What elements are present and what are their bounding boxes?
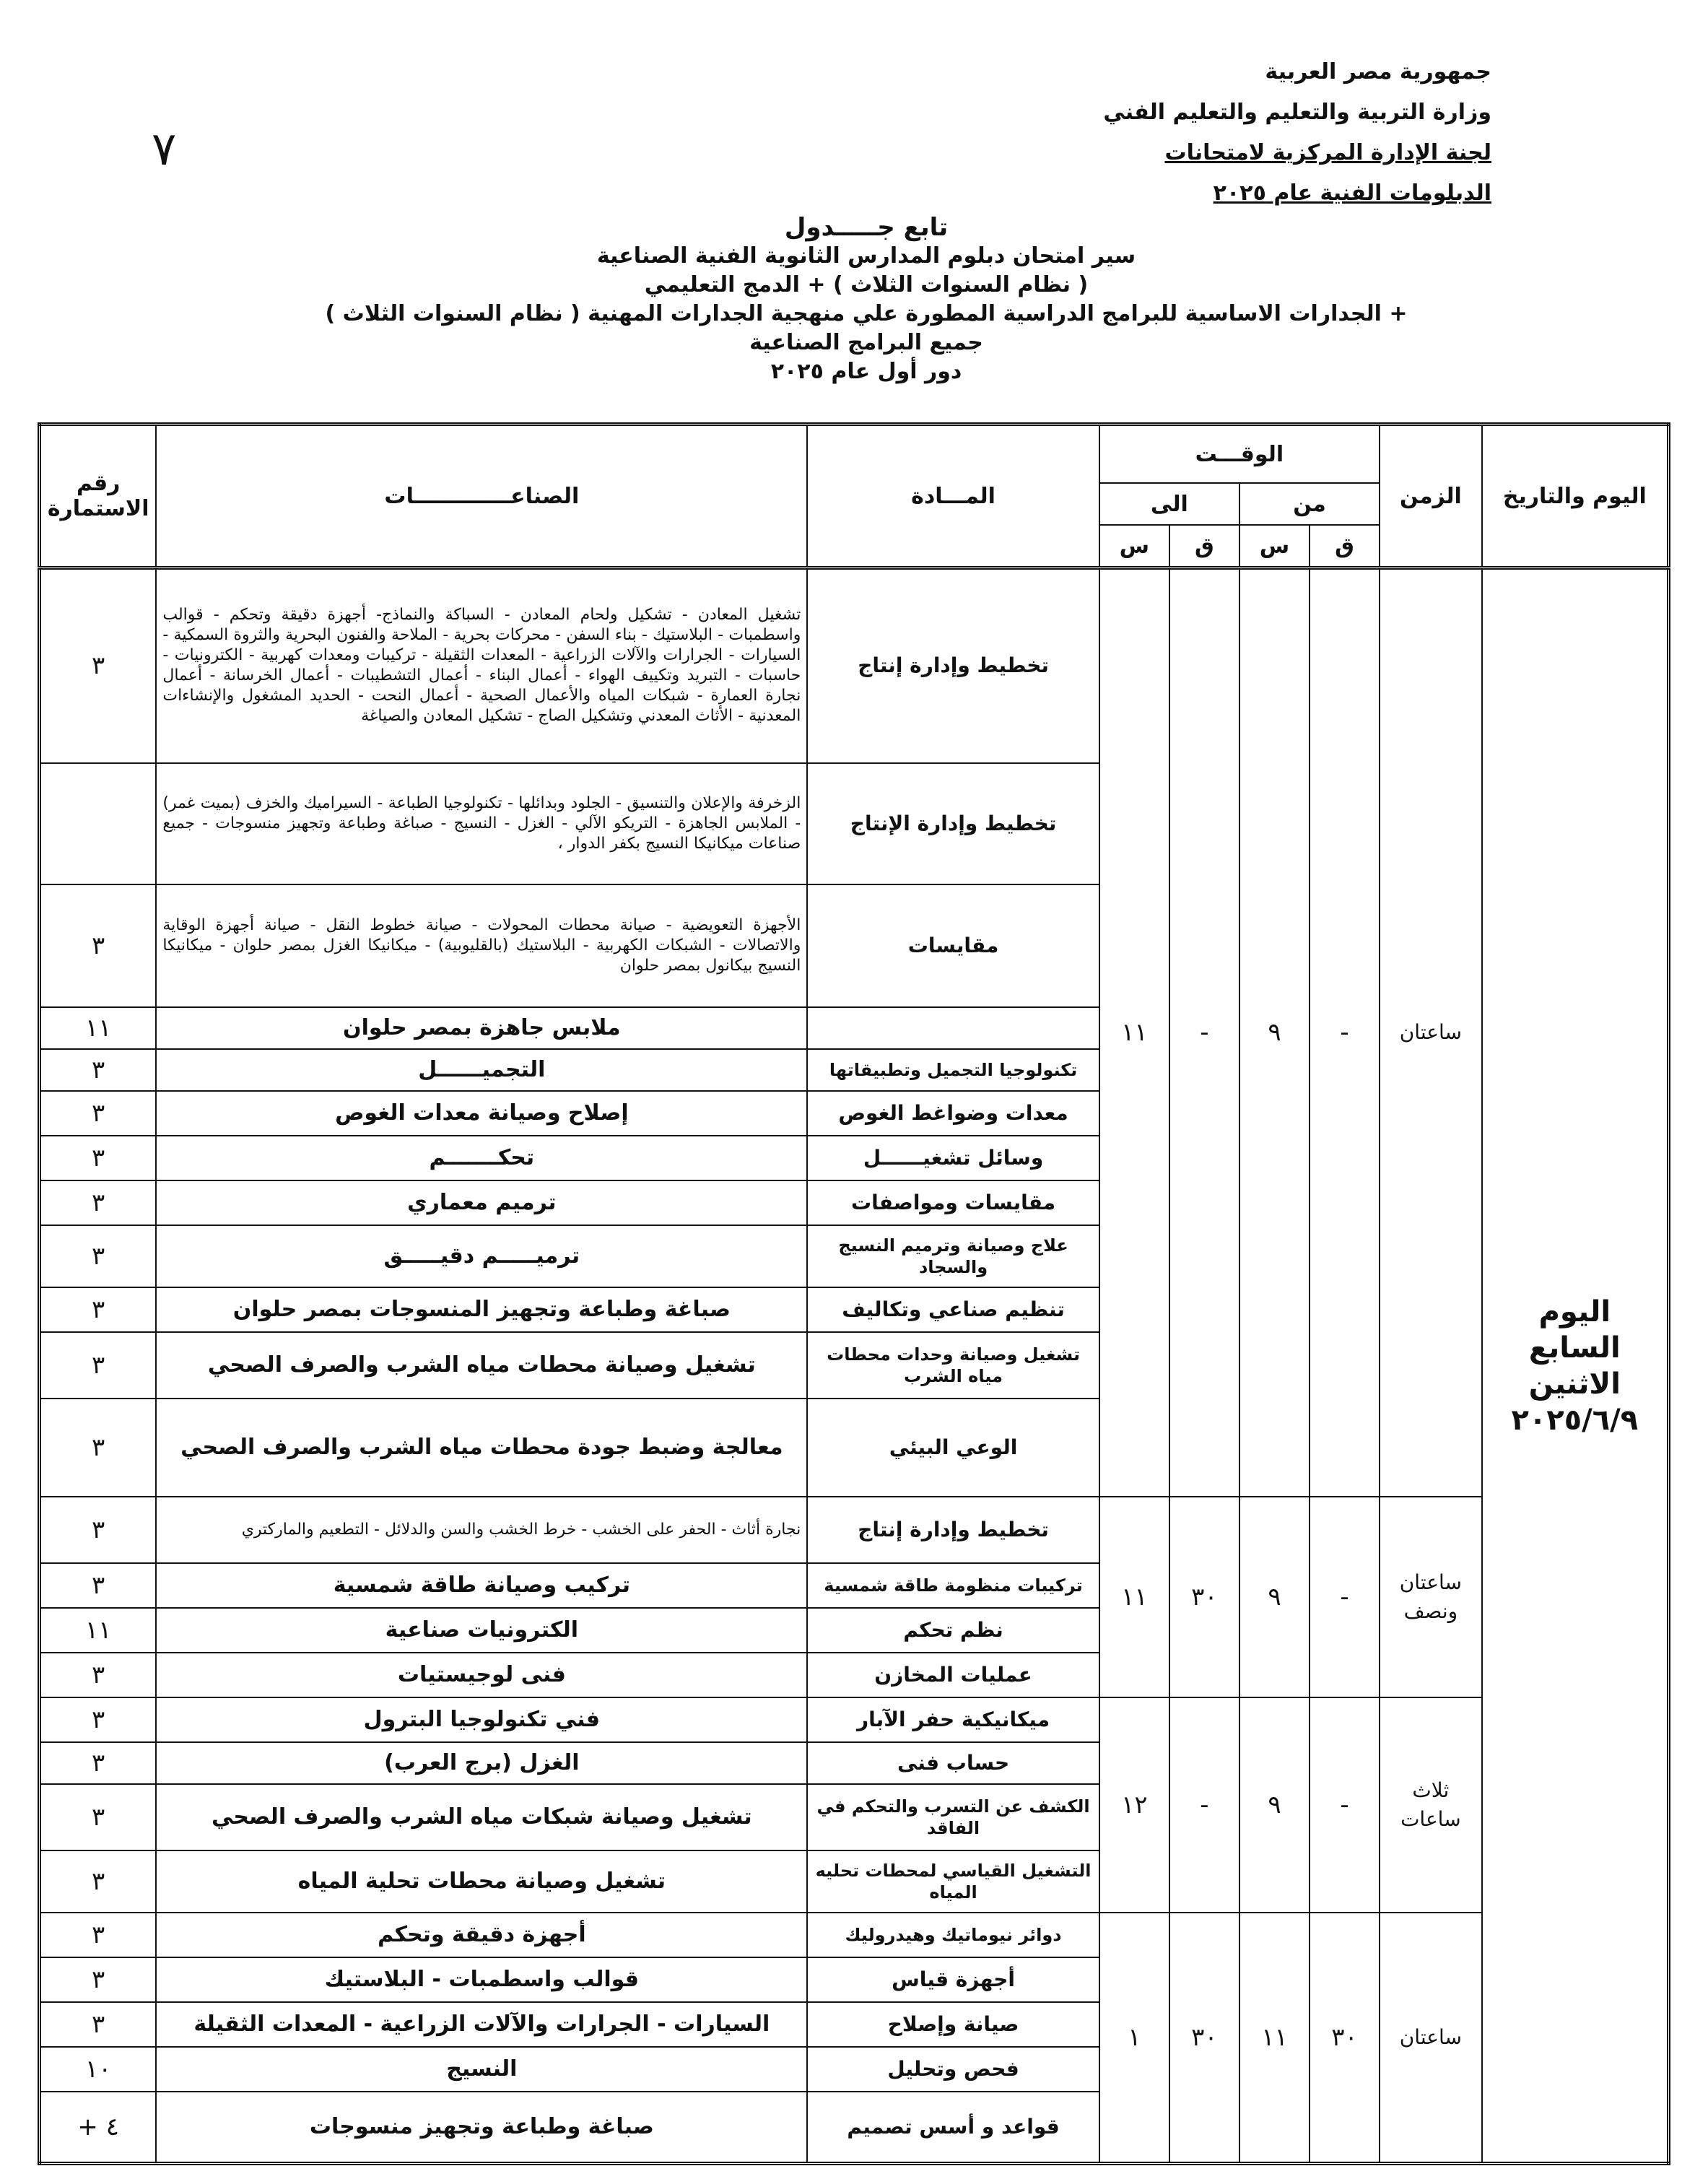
form-number-cell: ٣ (40, 1497, 157, 1563)
from-hour-cell: ٩ (1239, 1697, 1310, 1913)
to-hour-cell: ١١ (1099, 1497, 1169, 1697)
subject-cell: عمليات المخازن (807, 1653, 1099, 1697)
header-duration: الزمن (1380, 425, 1482, 568)
to-minute-cell: - (1169, 568, 1239, 1497)
industries-cell: تشغيل وصيانة محطات مياه الشرب والصرف الصحي (156, 1332, 807, 1399)
industries-cell: أجهزة دقيقة وتحكم (156, 1913, 807, 1957)
header-block (1087, 52, 1491, 214)
industries-cell: معالجة وضبط جودة محطات مياه الشرب والصرف الصحي (156, 1399, 807, 1497)
country-name: جمهورية مصر العربية (1265, 59, 1491, 84)
header-to-minute: ق (1169, 525, 1239, 568)
subject-cell: تخطيط وإدارة إنتاج (807, 568, 1099, 763)
subject-cell: تكنولوجيا التجميل وتطبيقاتها (807, 1049, 1099, 1091)
subject-cell: معدات وضواغط الغوص (807, 1091, 1099, 1136)
industries-cell: ترميم معماري (156, 1180, 807, 1225)
subject-cell: تنظيم صناعي وتكاليف (807, 1287, 1099, 1332)
header-to-hour: س (1099, 525, 1169, 568)
form-number-cell: ٣ (40, 1332, 157, 1399)
header-day-date: اليوم والتاريخ (1482, 425, 1669, 568)
industries-cell: الأجهزة التعويضية - صيانة محطات المحولات - صيانة خطوط النقل - صيانة أجهزة الوقاية والاتصالات - الشبكات الكهربية - البلاستيك (بالقليوبية) - ميكانيكا الغزل بمصر حلوان - ميكانيكا النسيج بيكانول بمصر حلوان (156, 884, 807, 1007)
schedule-table (38, 422, 1670, 2165)
form-number-cell: ٣ (40, 884, 157, 1007)
title-block (217, 213, 1516, 386)
from-minute-cell: - (1310, 1497, 1380, 1697)
industries-cell: الزخرفة والإعلان والتنسيق - الجلود وبدائلها - تكنولوجيا الطباعة - السيراميك والخزف (بميت غمر) - الملابس الجاهزة - التريكو الآلي - الغزل - النسيج - صباغة وطباعة وتجهيز منسوجات - جميع صناعات ميكانيكا النسيج بكفر الدوار ، (156, 763, 807, 884)
duration-cell: ساعتان (1380, 568, 1482, 1497)
industries-cell: نجارة أثاث - الحفر على الخشب - خرط الخشب والسن والدلائل - التطعيم والماركتري (156, 1497, 807, 1563)
form-number-cell: ٣ (40, 1180, 157, 1225)
header-subject: المـــادة (807, 425, 1099, 568)
industries-cell: الكترونيات صناعية (156, 1608, 807, 1653)
subject-cell: قواعد و أسس تصميم (807, 2092, 1099, 2164)
subject-cell: فحص وتحليل (807, 2047, 1099, 2092)
industries-cell: صباغة وطباعة وتجهيز منسوجات (156, 2092, 807, 2164)
subject-cell: مقايسات ومواصفات (807, 1180, 1099, 1225)
header-to: الى (1099, 483, 1239, 525)
from-hour-cell: ٩ (1239, 568, 1310, 1497)
form-number-cell: ٣ (40, 1957, 157, 2002)
to-hour-cell: ١١ (1099, 568, 1169, 1497)
form-number-cell: ٣ (40, 1049, 157, 1091)
form-number-cell: ٣ (40, 1784, 157, 1850)
form-number-cell: ١١ (40, 1007, 157, 1049)
subject-cell: ميكانيكية حفر الآبار (807, 1697, 1099, 1742)
industries-cell: التجميــــــل (156, 1049, 807, 1091)
form-number-cell: ١٠ (40, 2047, 157, 2092)
title-line-6: دور أول عام ٢٠٢٥ (770, 359, 962, 384)
from-minute-cell: ٣٠ (1310, 1913, 1380, 2164)
header-industries: الصناعـــــــــــــات (156, 425, 807, 568)
title-line-1: تابع جـــــدول (784, 213, 949, 242)
from-hour-cell: ٩ (1239, 1497, 1310, 1697)
industries-cell: تشغيل وصيانة شبكات مياه الشرب والصرف الصحي (156, 1784, 807, 1850)
form-number-cell: ٣ (40, 1653, 157, 1697)
schedule-body (40, 568, 1669, 2164)
form-number-cell: ٣ (40, 1563, 157, 1608)
table-row (40, 1497, 1669, 1563)
industries-cell: ملابس جاهزة بمصر حلوان (156, 1007, 807, 1049)
from-hour-cell: ١١ (1239, 1913, 1310, 2164)
industries-cell: قوالب واسطمبات - البلاستيك (156, 1957, 807, 2002)
subject-cell: تخطيط وإدارة الإنتاج (807, 763, 1099, 884)
industries-cell: تشغيل وصيانة محطات تحلية المياه (156, 1850, 807, 1913)
subject-cell: تشغيل وصيانة وحدات محطات مياه الشرب (807, 1332, 1099, 1399)
subject-cell: الكشف عن التسرب والتحكم في الفاقد (807, 1784, 1099, 1850)
table-row (40, 568, 1669, 763)
from-minute-cell: - (1310, 1697, 1380, 1913)
to-hour-cell: ١٢ (1099, 1697, 1169, 1913)
subject-cell: حساب فنى (807, 1742, 1099, 1784)
form-number-cell: ٣ (40, 1850, 157, 1913)
industries-cell: إصلاح وصيانة معدات الغوص (156, 1091, 807, 1136)
form-number-cell: ٣ (40, 1742, 157, 1784)
form-number-cell: ١١ (40, 1608, 157, 1653)
to-minute-cell: - (1169, 1697, 1239, 1913)
form-number-cell: ٣ (40, 1287, 157, 1332)
form-number-cell: ٣ (40, 1136, 157, 1180)
header-time: الوقـــت (1099, 425, 1380, 484)
duration-cell: ثلاث ساعات (1380, 1697, 1482, 1913)
to-hour-cell: ١ (1099, 1913, 1169, 2164)
page-number: ٧ (152, 123, 177, 176)
industries-cell: فنى لوجيستيات (156, 1653, 807, 1697)
subject-cell: مقايسات (807, 884, 1099, 1007)
form-number-cell: ٣ (40, 2002, 157, 2047)
subject-cell (807, 1007, 1099, 1049)
diplomas-year: الدبلومات الفنية عام ٢٠٢٥ (1213, 180, 1491, 206)
header-from-hour: س (1239, 525, 1310, 568)
header-from-minute: ق (1310, 525, 1380, 568)
subject-cell: تركيبات منظومة طاقة شمسية (807, 1563, 1099, 1608)
header-from: من (1239, 483, 1380, 525)
form-number-cell: ٣ (40, 1697, 157, 1742)
table-row (40, 1697, 1669, 1742)
form-number-cell: ٣ (40, 1399, 157, 1497)
subject-cell: التشغيل القياسي لمحطات تحليه المياه (807, 1850, 1099, 1913)
industries-cell: تحكـــــــم (156, 1136, 807, 1180)
subject-cell: أجهزة قياس (807, 1957, 1099, 2002)
industries-cell: تشغيل المعادن - تشكيل ولحام المعادن - السباكة والنماذج- أجهزة دقيقة وتحكم - قوالب واسطمبات - البلاستيك - بناء السفن - محركات بحرية - الملاحة والفنون البحرية والثروة السمكية - السيارات - الجرارات والآلات الزراعية - المعدات الثقيلة - تركيبات ومعدات كهربية - الكترونيات - حاسبات - التبريد وتكييف الهواء - أعمال البناء - أعمال التشطيبات - أعمال الخرسانة - أعمال نجارة العمارة - شبكات المياه والأعمال الصحية - أعمال النحت - الحديد المشغول والإنشاءات المعدنية - الأثاث المعدني وتشكيل الصاج - تشكيل المعادن والصياغة (156, 568, 807, 763)
day-label: اليوم (1538, 1295, 1611, 1328)
to-minute-cell: ٣٠ (1169, 1913, 1239, 2164)
header-form-number: رقم الاستمارة (40, 425, 157, 568)
form-number-cell: ٣ (40, 1091, 157, 1136)
title-line-4: + الجدارات الاساسية للبرامج الدراسية المطورة علي منهجية الجدارات المهنية ( نظام السنوات الثلاث ) (325, 301, 1408, 326)
form-number-cell (40, 763, 157, 884)
table-row (40, 1913, 1669, 1957)
industries-cell: صباغة وطباعة وتجهيز المنسوجات بمصر حلوان (156, 1287, 807, 1332)
industries-cell: الغزل (برج العرب) (156, 1742, 807, 1784)
title-line-2: سير امتحان دبلوم المدارس الثانوية الفنية الصناعية (596, 243, 1136, 269)
subject-cell: الوعي البيئي (807, 1399, 1099, 1497)
subject-cell: نظم تحكم (807, 1608, 1099, 1653)
title-line-5: جميع البرامج الصناعية (749, 330, 983, 355)
subject-cell: صيانة وإصلاح (807, 2002, 1099, 2047)
title-line-3: ( نظام السنوات الثلاث ) + الدمج التعليمي (644, 272, 1089, 297)
industries-cell: فني تكنولوجيا البترول (156, 1697, 807, 1742)
duration-cell: ساعتان (1380, 1913, 1482, 2164)
form-number-cell: ٣ (40, 1225, 157, 1287)
industries-cell: السيارات - الجرارات والآلات الزراعية - المعدات الثقيلة (156, 2002, 807, 2047)
day-label: السابع (1528, 1331, 1621, 1365)
subject-cell: تخطيط وإدارة إنتاج (807, 1497, 1099, 1563)
subject-cell: دوائر نيوماتيك وهيدروليك (807, 1913, 1099, 1957)
committee-name: لجنة الإدارة المركزية لامتحانات (1164, 140, 1491, 165)
day-date-cell (1482, 568, 1669, 2164)
industries-cell: تركيب وصيانة طاقة شمسية (156, 1563, 807, 1608)
from-minute-cell: - (1310, 568, 1380, 1497)
industries-cell: النسيج (156, 2047, 807, 2092)
industries-cell: ترميـــــم دقيـــــق (156, 1225, 807, 1287)
form-number-cell: ٣ (40, 568, 157, 763)
duration-cell: ساعتان ونصف (1380, 1497, 1482, 1697)
form-number-cell: ٣ (40, 1913, 157, 1957)
subject-cell: علاج وصيانة وترميم النسيج والسجاد (807, 1225, 1099, 1287)
ministry-name: وزارة التربية والتعليم والتعليم الفني (1103, 100, 1491, 125)
exam-date: ٢٠٢٥/٦/٩ (1511, 1403, 1639, 1437)
subject-cell: وسائل تشغيــــــل (807, 1136, 1099, 1180)
form-number-cell: ٤ + (40, 2092, 157, 2164)
day-label: الاثنين (1528, 1367, 1621, 1401)
to-minute-cell: ٣٠ (1169, 1497, 1239, 1697)
